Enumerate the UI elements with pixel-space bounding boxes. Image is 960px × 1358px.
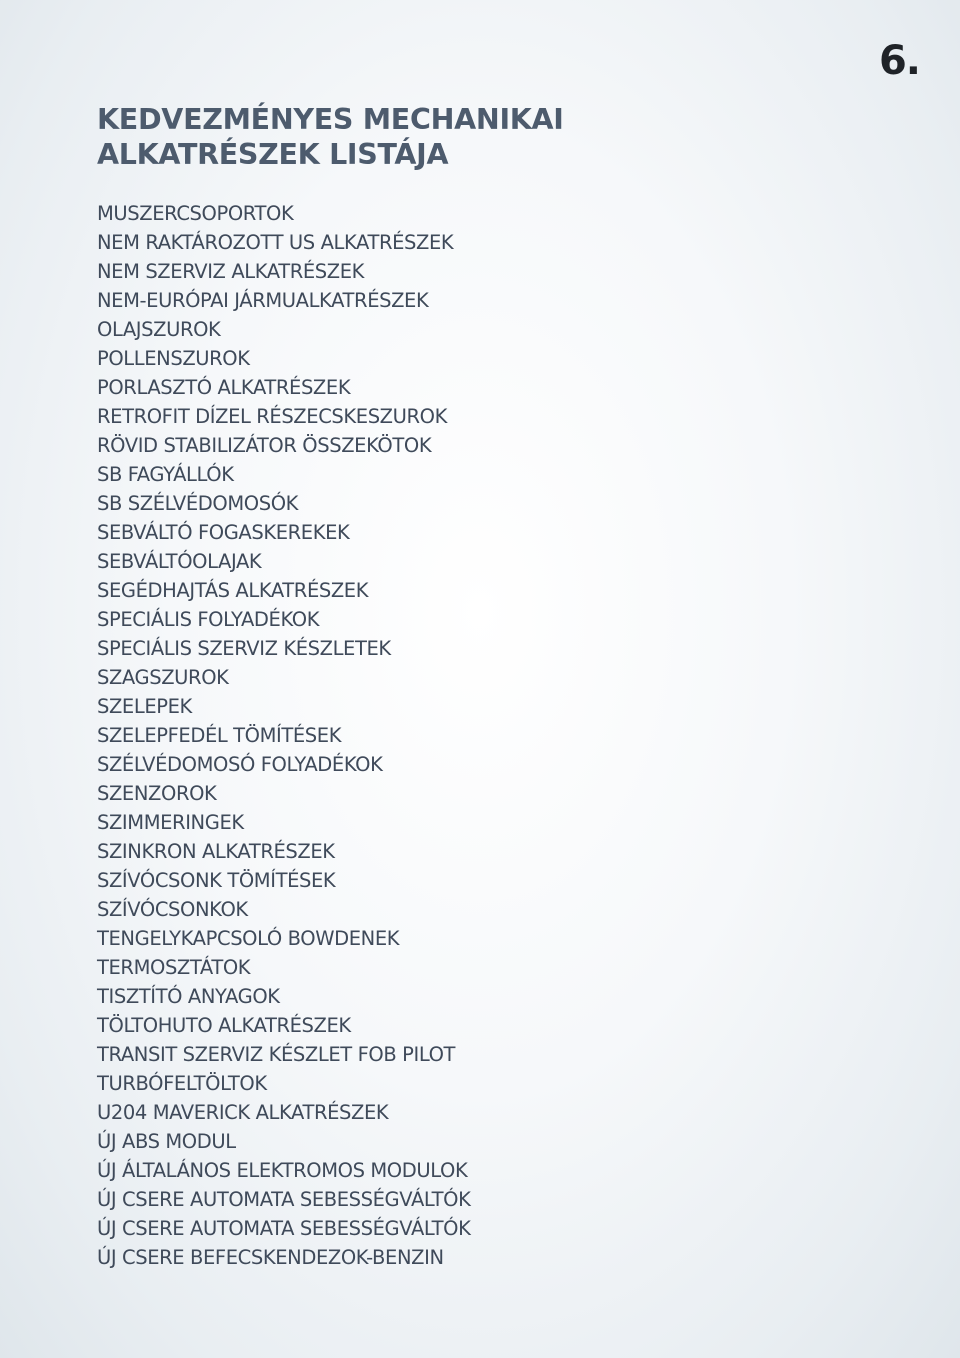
list-item: NEM-EURÓPAI JÁRMUALKATRÉSZEK (97, 289, 429, 312)
list-item: SZIMMERINGEK (97, 811, 244, 834)
list-item: SEBVÁLTÓ FOGASKEREKEK (97, 521, 350, 544)
list-item: SZELEPEK (97, 695, 192, 718)
list-item: NEM SZERVIZ ALKATRÉSZEK (97, 260, 365, 283)
list-item: RÖVID STABILIZÁTOR ÖSSZEKÖTOK (97, 434, 432, 457)
list-item: SB SZÉLVÉDOMOSÓK (97, 492, 299, 515)
list-item: ÚJ CSERE AUTOMATA SEBESSÉGVÁLTÓK (97, 1217, 471, 1240)
page-title (97, 102, 564, 172)
list-item: U204 MAVERICK ALKATRÉSZEK (97, 1101, 389, 1124)
list-item: SEBVÁLTÓOLAJAK (97, 550, 262, 573)
list-item: SB FAGYÁLLÓK (97, 463, 234, 486)
list-item: PORLASZTÓ ALKATRÉSZEK (97, 376, 351, 399)
list-item: SPECIÁLIS FOLYADÉKOK (97, 608, 320, 631)
list-item: POLLENSZUROK (97, 347, 250, 370)
list-item: SZELEPFEDÉL TÖMÍTÉSEK (97, 724, 342, 747)
page-number: 6. (878, 38, 920, 84)
list-item: ÚJ CSERE BEFECSKENDEZOK-BENZIN (97, 1246, 444, 1269)
list-item: ÚJ CSERE AUTOMATA SEBESSÉGVÁLTÓK (97, 1188, 471, 1211)
parts-list (97, 199, 471, 1272)
list-item: SZÍVÓCSONKOK (97, 898, 248, 921)
list-item: SZÉLVÉDOMOSÓ FOLYADÉKOK (97, 753, 383, 776)
list-item: NEM RAKTÁROZOTT US ALKATRÉSZEK (97, 231, 454, 254)
list-item: ÚJ ÁLTALÁNOS ELEKTROMOS MODULOK (97, 1159, 468, 1182)
list-item: TÖLTOHUTO ALKATRÉSZEK (97, 1014, 351, 1037)
list-item: TRANSIT SZERVIZ KÉSZLET FOB PILOT (97, 1043, 456, 1066)
list-item: TERMOSZTÁTOK (97, 956, 251, 979)
list-item: TURBÓFELTÖLTOK (97, 1072, 267, 1095)
list-item: TENGELYKAPCSOLÓ BOWDENEK (97, 927, 400, 950)
list-item: SZINKRON ALKATRÉSZEK (97, 840, 335, 863)
list-item: TISZTÍTÓ ANYAGOK (97, 985, 280, 1008)
list-item: OLAJSZUROK (97, 318, 221, 341)
page-title-line-1: KEDVEZMÉNYES MECHANIKAI (97, 103, 564, 136)
list-item: SZENZOROK (97, 782, 217, 805)
list-item: SZÍVÓCSONK TÖMÍTÉSEK (97, 869, 336, 892)
list-item: MUSZERCSOPORTOK (97, 202, 294, 225)
list-item: SPECIÁLIS SZERVIZ KÉSZLETEK (97, 637, 391, 660)
list-item: RETROFIT DÍZEL RÉSZECSKESZUROK (97, 405, 447, 428)
list-item: SEGÉDHAJTÁS ALKATRÉSZEK (97, 579, 369, 602)
list-item: SZAGSZUROK (97, 666, 229, 689)
list-item: ÚJ ABS MODUL (97, 1130, 236, 1153)
page-title-line-2: ALKATRÉSZEK LISTÁJA (97, 138, 449, 171)
